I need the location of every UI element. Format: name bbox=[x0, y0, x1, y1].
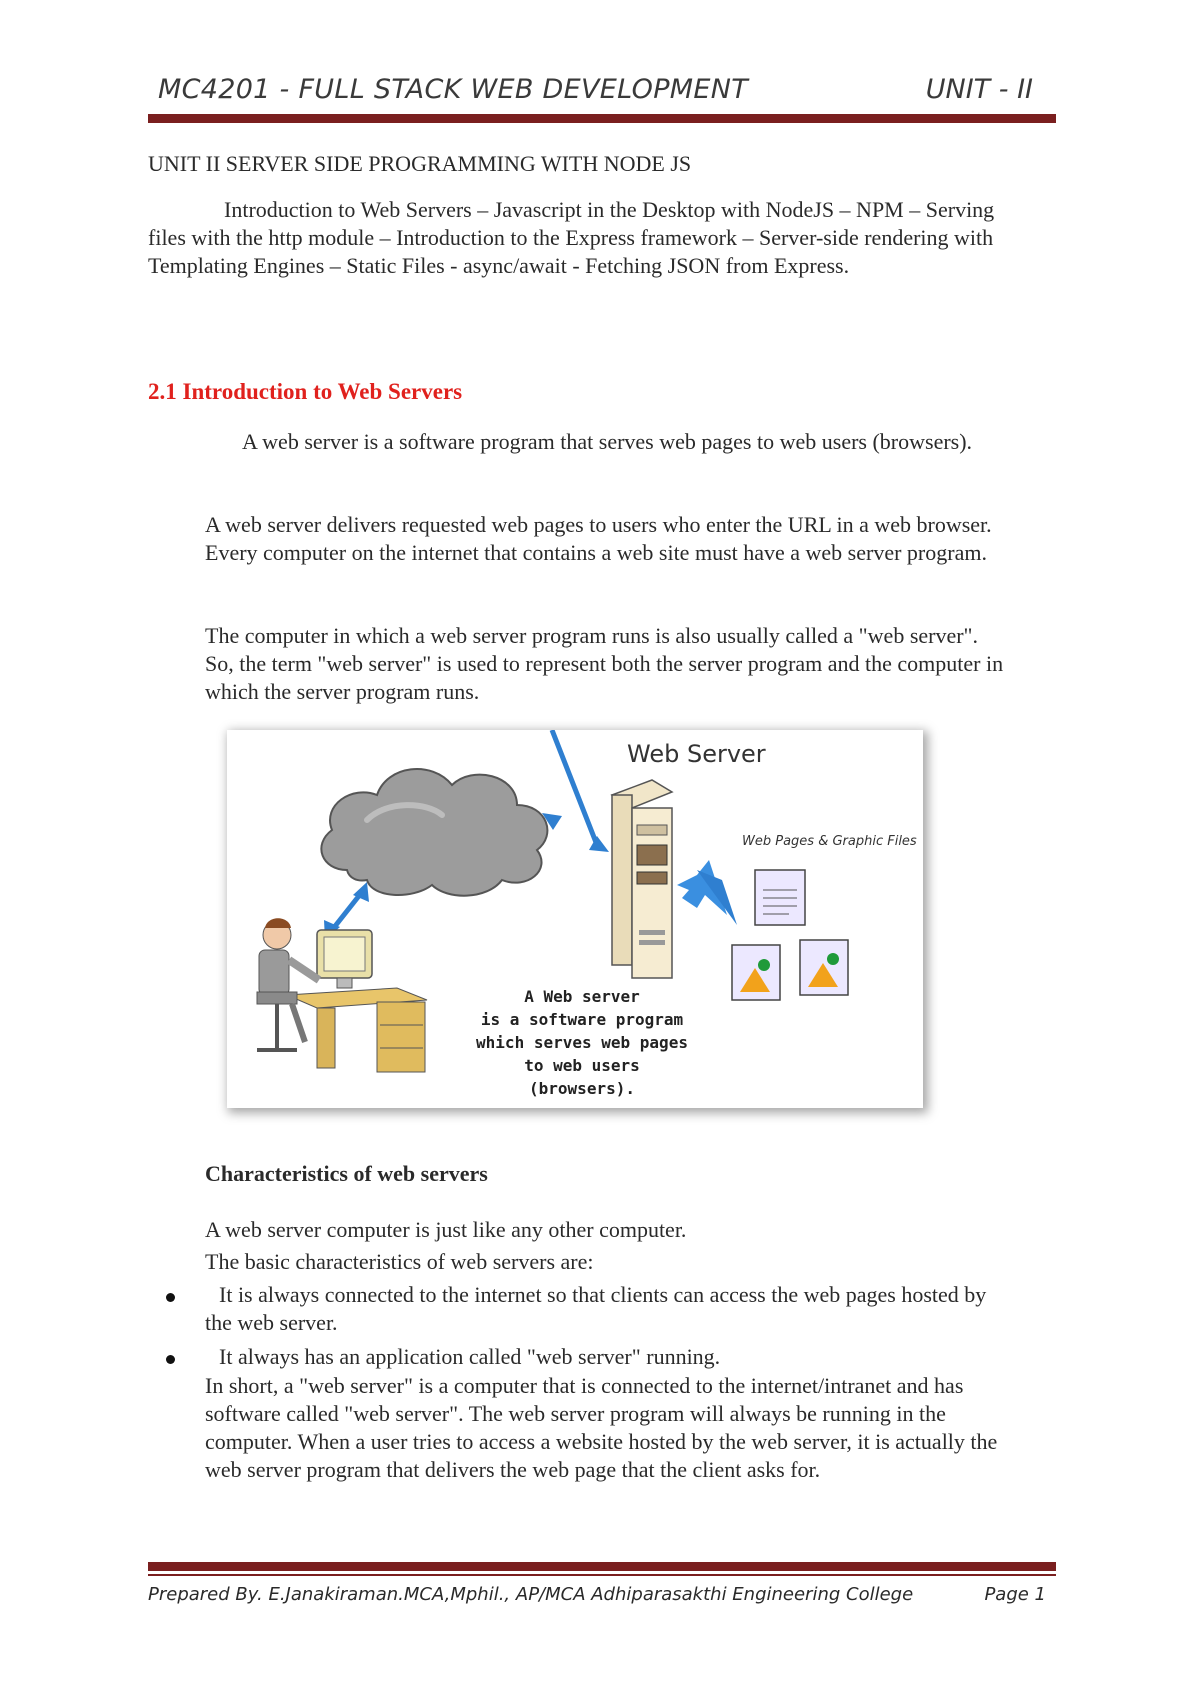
caption-line: is a software program bbox=[480, 1010, 684, 1029]
paragraph: A web server delivers requested web pages to users who enter the URL in a web browser. Every computer on the internet that contains a web site must have a web server program. bbox=[205, 512, 992, 565]
list-item-text: It always has an application called "web server" running. bbox=[219, 1344, 721, 1369]
paragraph: A web server computer is just like any other computer. bbox=[205, 1217, 687, 1242]
footer-rule-thin bbox=[148, 1574, 1056, 1576]
server-tower-icon bbox=[612, 780, 672, 978]
caption-line: to web users (browsers). bbox=[524, 1056, 640, 1098]
page-number: Page 1 bbox=[984, 1584, 1046, 1605]
paragraph: In short, a "web server" is a computer that is connected to the internet/intranet and has software called "web server". The web server program will always be running in the computer. When a user tries to access a website hosted by the web server, it is actually the web server program that delivers the web page that the client asks for. bbox=[205, 1373, 998, 1482]
page-footer bbox=[148, 1584, 1056, 1614]
bullet-icon bbox=[166, 1293, 175, 1302]
paragraph: The basic characteristics of web servers are: bbox=[205, 1249, 594, 1274]
list-item-text: It is always connected to the internet so that clients can access the web pages hosted by the web server. bbox=[205, 1282, 987, 1335]
bullet-icon bbox=[166, 1355, 175, 1364]
arrow-icon bbox=[677, 860, 737, 925]
course-title: MC4201 - FULL STACK WEB DEVELOPMENT bbox=[158, 74, 749, 105]
graphic-file-icon bbox=[732, 945, 780, 1000]
web-server-figure bbox=[227, 730, 923, 1108]
unit-heading: UNIT II SERVER SIDE PROGRAMMING WITH NODE JS bbox=[148, 151, 692, 176]
page-header bbox=[148, 70, 1048, 110]
header-rule bbox=[148, 114, 1056, 123]
subsection-heading: Characteristics of web servers bbox=[205, 1161, 488, 1186]
syllabus-topics: Introduction to Web Servers – Javascript in the Desktop with NodeJS – NPM – Serving files with the http module – Introduction to the Express framework – Server-side rendering with Templating Engines – Static Files - async/await - Fetching JSON from Express. bbox=[148, 197, 995, 278]
section-heading: 2.1 Introduction to Web Servers bbox=[148, 379, 463, 404]
graphic-file-icon bbox=[800, 940, 848, 995]
figure-caption bbox=[467, 985, 697, 1100]
footer-credit: Prepared By. E.Janakiraman.MCA,Mphil., AP/MCA Adhiparasakthi Engineering College bbox=[148, 1584, 914, 1605]
web-page-icon bbox=[755, 870, 805, 925]
paragraph: A web server is a software program that serves web pages to web users (browsers). bbox=[242, 429, 973, 454]
user-at-computer-icon bbox=[257, 918, 427, 1072]
files-label: Web Pages & Graphic Files bbox=[742, 834, 917, 849]
caption-line: A Web server bbox=[524, 987, 640, 1006]
footer-rule bbox=[148, 1562, 1056, 1571]
caption-line: which serves web pages bbox=[476, 1033, 688, 1052]
double-arrow-icon bbox=[542, 730, 609, 852]
paragraph: The computer in which a web server program runs is also usually called a "web server". So, the term "web server" is used to represent both the server program and the computer in which the server program runs. bbox=[205, 623, 1004, 704]
unit-label: UNIT - II bbox=[925, 74, 1033, 105]
figure-title: Web Server bbox=[627, 740, 766, 768]
cloud-icon bbox=[321, 769, 547, 896]
